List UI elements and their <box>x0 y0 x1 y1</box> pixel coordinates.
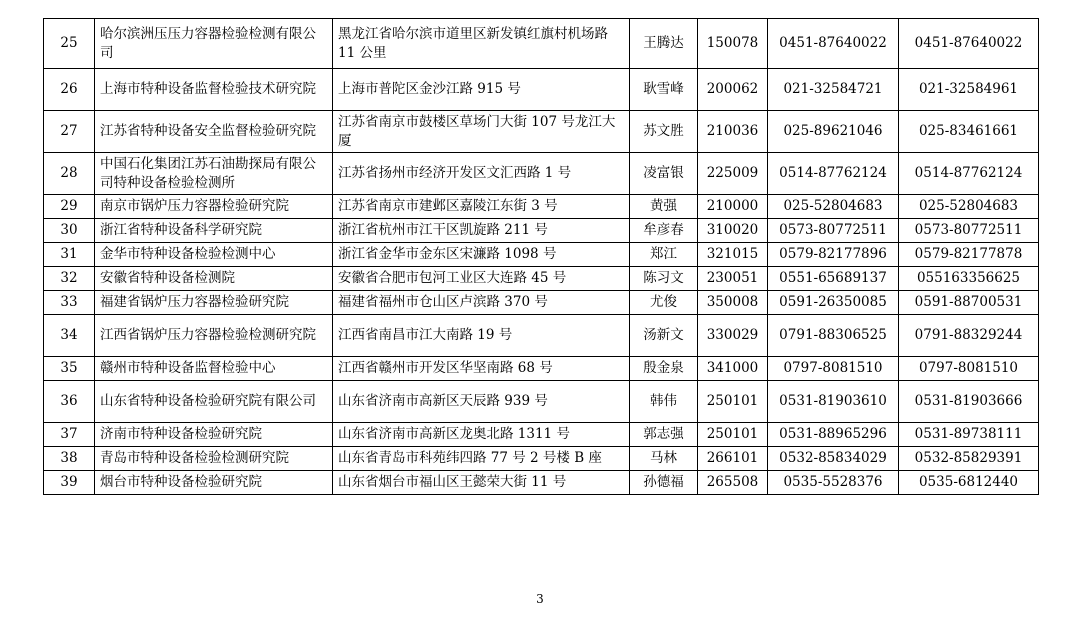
phone: 0532-85834029 <box>768 447 899 471</box>
row-number: 28 <box>44 153 95 195</box>
phone: 0573-80772511 <box>768 219 899 243</box>
institution-address: 浙江省金华市金东区宋濂路 1098 号 <box>333 243 630 267</box>
row-number: 32 <box>44 267 95 291</box>
postcode: 321015 <box>698 243 768 267</box>
institution-address: 山东省烟台市福山区王懿荣大街 11 号 <box>333 471 630 495</box>
phone: 0535-5528376 <box>768 471 899 495</box>
institution-address: 福建省福州市仓山区卢滨路 370 号 <box>333 291 630 315</box>
phone: 0514-87762124 <box>768 153 899 195</box>
phone: 025-89621046 <box>768 111 899 153</box>
table-row <box>44 357 1039 381</box>
table-row <box>44 381 1039 423</box>
fax: 025-52804683 <box>899 195 1039 219</box>
fax: 0532-85829391 <box>899 447 1039 471</box>
table-row <box>44 471 1039 495</box>
fax: 0579-82177878 <box>899 243 1039 267</box>
phone: 0451-87640022 <box>768 19 899 69</box>
phone: 025-52804683 <box>768 195 899 219</box>
fax: 0531-81903666 <box>899 381 1039 423</box>
institution-name: 上海市特种设备监督检验技术研究院 <box>95 69 333 111</box>
postcode: 225009 <box>698 153 768 195</box>
table-row <box>44 315 1039 357</box>
institution-address: 江西省南昌市江大南路 19 号 <box>333 315 630 357</box>
contact-person: 汤新文 <box>630 315 698 357</box>
contact-person: 韩伟 <box>630 381 698 423</box>
institution-name: 烟台市特种设备检验研究院 <box>95 471 333 495</box>
postcode: 341000 <box>698 357 768 381</box>
contact-person: 王腾达 <box>630 19 698 69</box>
postcode: 210000 <box>698 195 768 219</box>
phone: 0531-88965296 <box>768 423 899 447</box>
phone: 0797-8081510 <box>768 357 899 381</box>
contact-person: 孙德福 <box>630 471 698 495</box>
fax: 0531-89738111 <box>899 423 1039 447</box>
institution-address: 江苏省扬州市经济开发区文汇西路 1 号 <box>333 153 630 195</box>
table-row <box>44 243 1039 267</box>
contact-person: 耿雪峰 <box>630 69 698 111</box>
institution-address: 山东省济南市高新区龙奥北路 1311 号 <box>333 423 630 447</box>
postcode: 200062 <box>698 69 768 111</box>
table-row <box>44 447 1039 471</box>
postcode: 265508 <box>698 471 768 495</box>
phone: 0791-88306525 <box>768 315 899 357</box>
postcode: 330029 <box>698 315 768 357</box>
institution-name: 福建省锅炉压力容器检验研究院 <box>95 291 333 315</box>
fax: 0591-88700531 <box>899 291 1039 315</box>
row-number: 36 <box>44 381 95 423</box>
postcode: 230051 <box>698 267 768 291</box>
institution-name: 江西省锅炉压力容器检验检测研究院 <box>95 315 333 357</box>
table-row <box>44 423 1039 447</box>
institution-address: 浙江省杭州市江干区凯旋路 211 号 <box>333 219 630 243</box>
phone: 0579-82177896 <box>768 243 899 267</box>
contact-person: 黄强 <box>630 195 698 219</box>
contact-person: 陈习文 <box>630 267 698 291</box>
postcode: 250101 <box>698 423 768 447</box>
table-row <box>44 267 1039 291</box>
contact-person: 郭志强 <box>630 423 698 447</box>
table-row <box>44 19 1039 69</box>
institution-name: 济南市特种设备检验研究院 <box>95 423 333 447</box>
fax: 055163356625 <box>899 267 1039 291</box>
phone: 0591-26350085 <box>768 291 899 315</box>
postcode: 150078 <box>698 19 768 69</box>
institution-address: 山东省济南市高新区天辰路 939 号 <box>333 381 630 423</box>
fax: 0573-80772511 <box>899 219 1039 243</box>
page-number: 3 <box>536 592 544 606</box>
institution-name: 南京市锅炉压力容器检验研究院 <box>95 195 333 219</box>
table-row <box>44 111 1039 153</box>
row-number: 25 <box>44 19 95 69</box>
row-number: 30 <box>44 219 95 243</box>
row-number: 29 <box>44 195 95 219</box>
institution-name: 金华市特种设备检验检测中心 <box>95 243 333 267</box>
institution-name: 哈尔滨洲压压力容器检验检测有限公司 <box>95 19 333 69</box>
institution-name: 山东省特种设备检验研究院有限公司 <box>95 381 333 423</box>
table-row <box>44 195 1039 219</box>
fax: 021-32584961 <box>899 69 1039 111</box>
row-number: 27 <box>44 111 95 153</box>
institution-name: 江苏省特种设备安全监督检验研究院 <box>95 111 333 153</box>
contact-person: 尤俊 <box>630 291 698 315</box>
institution-name: 青岛市特种设备检验检测研究院 <box>95 447 333 471</box>
row-number: 37 <box>44 423 95 447</box>
contact-person: 马林 <box>630 447 698 471</box>
row-number: 38 <box>44 447 95 471</box>
fax: 025-83461661 <box>899 111 1039 153</box>
table-row <box>44 291 1039 315</box>
row-number: 35 <box>44 357 95 381</box>
table-row <box>44 219 1039 243</box>
institution-address: 江苏省南京市建邺区嘉陵江东街 3 号 <box>333 195 630 219</box>
phone: 0551-65689137 <box>768 267 899 291</box>
contact-person: 凌富银 <box>630 153 698 195</box>
contact-person: 牟彦春 <box>630 219 698 243</box>
contact-person: 苏文胜 <box>630 111 698 153</box>
institution-name: 中国石化集团江苏石油勘探局有限公司特种设备检验检测所 <box>95 153 333 195</box>
institution-address: 江西省赣州市开发区华坚南路 68 号 <box>333 357 630 381</box>
contact-person: 殷金泉 <box>630 357 698 381</box>
postcode: 266101 <box>698 447 768 471</box>
institution-address: 安徽省合肥市包河工业区大连路 45 号 <box>333 267 630 291</box>
postcode: 350008 <box>698 291 768 315</box>
fax: 0514-87762124 <box>899 153 1039 195</box>
row-number: 33 <box>44 291 95 315</box>
postcode: 210036 <box>698 111 768 153</box>
postcode: 250101 <box>698 381 768 423</box>
phone: 0531-81903610 <box>768 381 899 423</box>
fax: 0535-6812440 <box>899 471 1039 495</box>
institution-address: 江苏省南京市鼓楼区草场门大街 107 号龙江大厦 <box>333 111 630 153</box>
institution-name: 浙江省特种设备科学研究院 <box>95 219 333 243</box>
institution-address: 黑龙江省哈尔滨市道里区新发镇红旗村机场路 11 公里 <box>333 19 630 69</box>
row-number: 26 <box>44 69 95 111</box>
fax: 0451-87640022 <box>899 19 1039 69</box>
postcode: 310020 <box>698 219 768 243</box>
institution-address: 上海市普陀区金沙江路 915 号 <box>333 69 630 111</box>
phone: 021-32584721 <box>768 69 899 111</box>
table-row <box>44 69 1039 111</box>
row-number: 31 <box>44 243 95 267</box>
contact-person: 郑江 <box>630 243 698 267</box>
institution-name: 赣州市特种设备监督检验中心 <box>95 357 333 381</box>
table-row <box>44 153 1039 195</box>
institution-table <box>43 18 1039 495</box>
institution-name: 安徽省特种设备检测院 <box>95 267 333 291</box>
row-number: 39 <box>44 471 95 495</box>
fax: 0791-88329244 <box>899 315 1039 357</box>
institution-address: 山东省青岛市科苑纬四路 77 号 2 号楼 B 座 <box>333 447 630 471</box>
fax: 0797-8081510 <box>899 357 1039 381</box>
row-number: 34 <box>44 315 95 357</box>
